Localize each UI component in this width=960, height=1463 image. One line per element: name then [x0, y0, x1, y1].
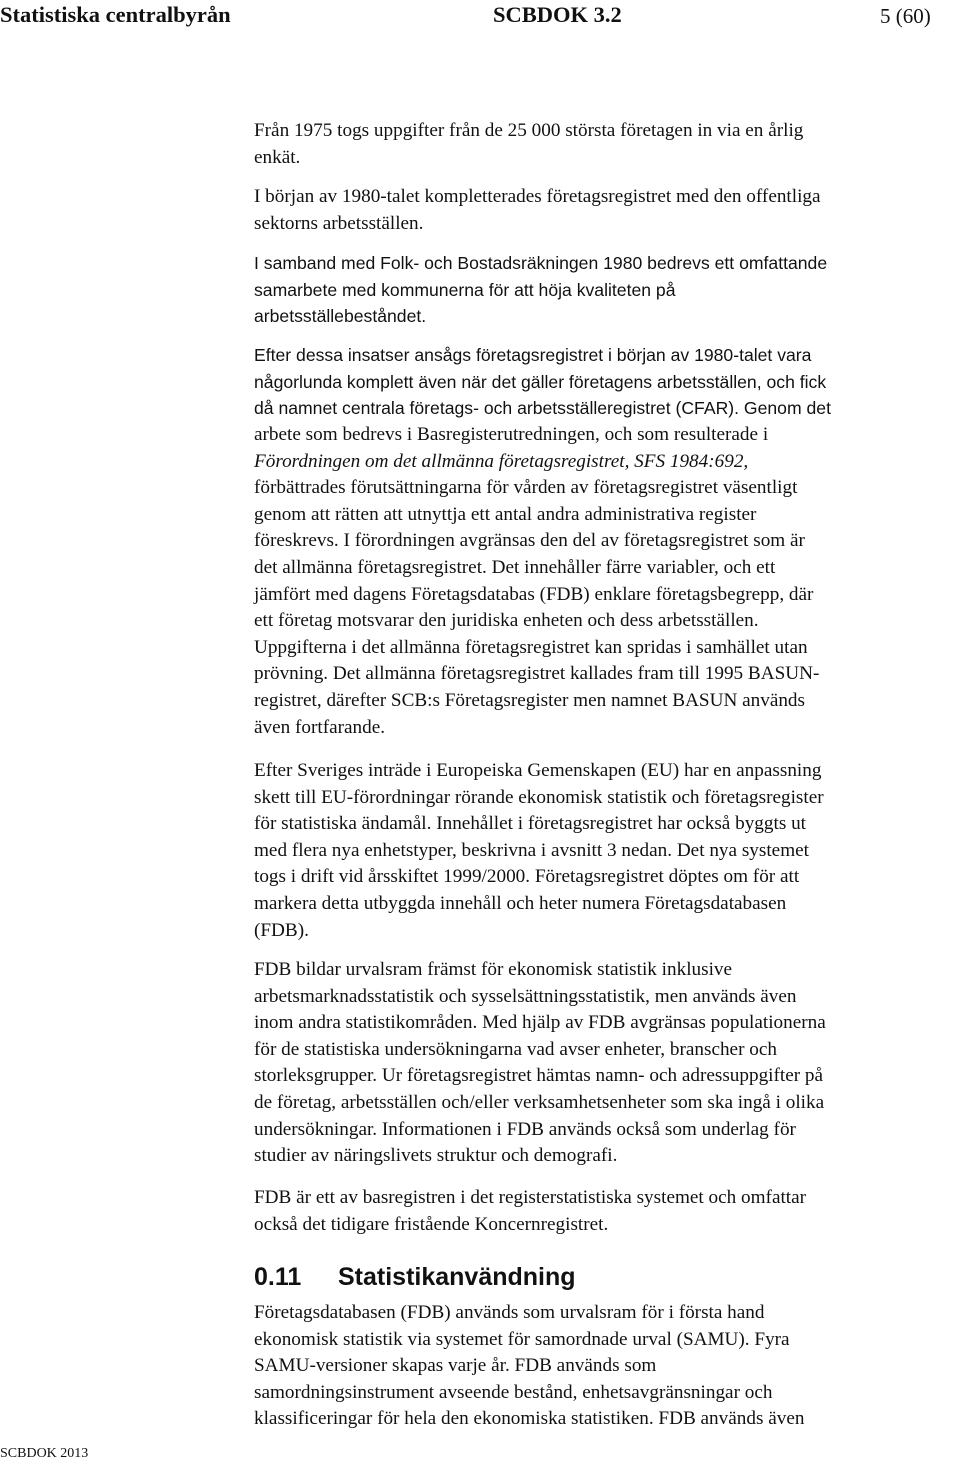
- section-number: 0.11: [254, 1263, 302, 1291]
- text-line: då namnet centrala företags- och arbetsställeregistret (CFAR). Genom det: [254, 398, 831, 419]
- text-line: genom att rätten att utnyttja ett antal andra administrativa register: [254, 503, 757, 525]
- section-heading: [254, 1263, 576, 1292]
- text-line: FDB är ett av basregistren i det registerstatistiska systemet och omfattar: [254, 1187, 807, 1208]
- text-line: ett företag motsvarar den juridiska enheten och dess arbetsställen.: [254, 610, 759, 632]
- section-title: Statistikanvändning: [338, 1263, 576, 1291]
- header-document-id: SCBDOK 3.2: [493, 2, 622, 27]
- section-paragraph: [254, 1300, 954, 1433]
- text-line: också det tidigare fristående Koncernregistret.: [254, 1213, 609, 1235]
- text-line: samordningsinstrument avseende bestånd, enhetsavgränsningar och: [254, 1381, 773, 1403]
- text-line: skett till EU-förordningar rörande ekonomisk statistik och företagsregister: [254, 786, 824, 808]
- header-page-number: 5 (60): [880, 4, 931, 28]
- text-line: inom andra statistikområden. Med hjälp av FDB avgränsas populationerna: [254, 1012, 826, 1034]
- paragraph-4-continued: [254, 422, 954, 741]
- text-line: SAMU-versioner skapas varje år. FDB används som: [254, 1355, 657, 1377]
- text-line: föreskrevs. I förordningen avgränsas den del av företagsregistret som är: [254, 530, 805, 552]
- paragraph-1: [254, 118, 954, 171]
- text-line: de företag, arbetsställen och/eller verksamhetsenheter som ska ingå i olika: [254, 1091, 825, 1113]
- text-line: klassificeringar för hela den ekonomiska statistiken. FDB används även: [254, 1408, 805, 1430]
- paragraph-3: [254, 250, 954, 330]
- text-line: (FDB).: [254, 919, 309, 941]
- text-line: studier av näringslivets struktur och demografi.: [254, 1145, 618, 1167]
- paragraph-4: [254, 342, 954, 422]
- paragraph-6: [254, 957, 954, 1170]
- text-line: Uppgifterna i det allmänna företagsregistret kan spridas i samhället utan: [254, 636, 808, 658]
- text-line: jämfört med dagens Företagsdatabas (FDB) enklare företagsbegrepp, där: [254, 583, 814, 605]
- regulation-citation: Förordningen om det allmänna företagsregistret, SFS 1984:692,: [254, 450, 749, 472]
- text-line: FDB bildar urvalsram främst för ekonomisk statistik inklusive: [254, 959, 733, 980]
- text-line: enkät.: [254, 146, 301, 168]
- text-line: förbättrades förutsättningarna för vården av företagsregistret väsentligt: [254, 477, 798, 499]
- paragraph-7: [254, 1185, 954, 1238]
- text-line: arbete som bedrevs i Basregisterutredningen, och som resulterade i: [254, 424, 769, 445]
- text-line: samarbete med kommunerna för att höja kvaliteten på: [254, 279, 676, 300]
- text-line: prövning. Det allmänna företagsregistret kallades fram till 1995 BASUN-: [254, 663, 820, 685]
- text-line: arbetsställebeståndet.: [254, 306, 427, 327]
- text-line: I början av 1980-talet kompletterades företagsregistret med den offentliga: [254, 186, 821, 207]
- text-line: markera detta utbyggda innehåll och heter numera Företagsdatabasen: [254, 892, 787, 914]
- footer-text: SCBDOK 2013: [0, 1446, 89, 1461]
- text-line: I samband med Folk- och Bostadsräkningen 1980 bedrevs ett omfattande: [254, 253, 828, 273]
- paragraph-5: [254, 758, 954, 944]
- text-line: storleksgrupper. Ur företagsregistret hämtas namn- och adressuppgifter på: [254, 1065, 824, 1087]
- text-line: Företagsdatabasen (FDB) används som urvalsram för i första hand: [254, 1302, 765, 1323]
- text-line: arbetsmarknadsstatistik och sysselsättningsstatistik, men används även: [254, 985, 797, 1007]
- text-line: togs i drift vid årsskiftet 1999/2000. Företagsregistret döptes om för att: [254, 866, 800, 888]
- text-line: för statistiska ändamål. Innehållet i företagsregistret har också byggts ut: [254, 813, 807, 835]
- text-line: undersökningar. Informationen i FDB används också som underlag för: [254, 1118, 796, 1140]
- text-line: Från 1975 togs uppgifter från de 25 000 största företagen in via en årlig: [254, 120, 804, 141]
- text-line: ekonomisk statistik via systemet för samordnade urval (SAMU). Fyra: [254, 1328, 790, 1350]
- text-line: Efter Sveriges inträde i Europeiska Gemenskapen (EU) har en anpassning: [254, 760, 822, 781]
- header-organization: Statistiska centralbyrån: [0, 2, 231, 27]
- text-line: det allmänna företagsregistret. Det innehåller färre variabler, och ett: [254, 556, 776, 578]
- text-line: sektorns arbetsställen.: [254, 212, 424, 234]
- paragraph-2: [254, 184, 954, 237]
- text-line: Efter dessa insatser ansågs företagsregistret i början av 1980-talet vara: [254, 345, 812, 365]
- text-line: någorlunda komplett även när det gäller företagens arbetsställen, och fick: [254, 371, 827, 392]
- text-line: registret, därefter SCB:s Företagsregister men namnet BASUN används: [254, 689, 805, 711]
- text-line: för de statistiska undersökningarna vad avser enheter, branscher och: [254, 1038, 777, 1060]
- text-line: med flera nya enhetstyper, beskrivna i avsnitt 3 nedan. Det nya systemet: [254, 839, 809, 861]
- text-line: även fortfarande.: [254, 716, 386, 738]
